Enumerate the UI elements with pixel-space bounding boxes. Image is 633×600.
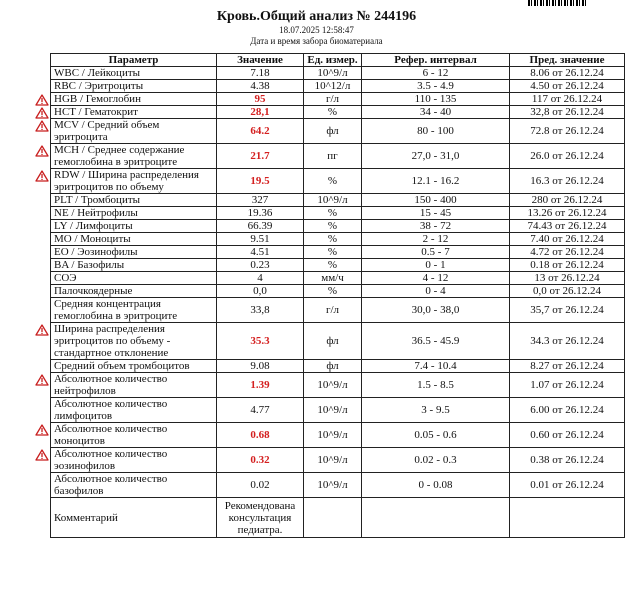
ref-cell: 0.05 - 0.6 (362, 423, 510, 448)
unit-cell: 10^9/л (304, 373, 362, 398)
unit-cell: фл (304, 119, 362, 144)
prev-cell: 117 от 26.12.24 (510, 93, 625, 106)
ref-cell: 30,0 - 38,0 (362, 298, 510, 323)
value-cell: 0.68 (217, 423, 304, 448)
comment-text: Рекомендована консультация педиатра. (217, 498, 304, 538)
unit-cell: % (304, 259, 362, 272)
ref-cell: 0 - 1 (362, 259, 510, 272)
unit-cell: г/л (304, 298, 362, 323)
ref-cell: 110 - 135 (362, 93, 510, 106)
report-title: Кровь.Общий анализ № 244196 (216, 9, 417, 24)
table-row (51, 259, 625, 272)
prev-cell: 32,8 от 26.12.24 (510, 106, 625, 119)
ref-cell: 2 - 12 (362, 233, 510, 246)
unit-cell: г/л (304, 93, 362, 106)
warning-icon (35, 120, 49, 132)
ref-cell: 36.5 - 45.9 (362, 323, 510, 360)
prev-cell: 13.26 от 26.12.24 (510, 207, 625, 220)
warning-icon (35, 324, 49, 336)
param-cell: MCV / Средний объем эритроцита (51, 119, 217, 144)
warning-icon (35, 94, 49, 106)
value-cell: 95 (217, 93, 304, 106)
table-row (51, 323, 625, 360)
prev-cell: 8.27 от 26.12.24 (510, 360, 625, 373)
prev-cell: 1.07 от 26.12.24 (510, 373, 625, 398)
value-cell: 19.36 (217, 207, 304, 220)
comment-label: Комментарий (51, 498, 217, 538)
table-row (51, 80, 625, 93)
value-cell: 1.39 (217, 373, 304, 398)
column-header-unit: Ед. измер. (304, 54, 362, 67)
ref-cell: 3 - 9.5 (362, 398, 510, 423)
value-cell: 0.23 (217, 259, 304, 272)
unit-cell: 10^9/л (304, 423, 362, 448)
warning-icon (35, 145, 49, 157)
warning-icon (35, 449, 49, 461)
param-cell: Абсолютное количество эозинофилов (51, 448, 217, 473)
value-cell: 4 (217, 272, 304, 285)
prev-cell: 0.01 от 26.12.24 (510, 473, 625, 498)
unit-cell: % (304, 285, 362, 298)
column-header-prev: Пред. значение (510, 54, 625, 67)
unit-cell: 10^12/л (304, 80, 362, 93)
empty-cell (510, 498, 625, 538)
table-row (51, 272, 625, 285)
prev-cell: 26.0 от 26.12.24 (510, 144, 625, 169)
ref-cell: 3.5 - 4.9 (362, 80, 510, 93)
value-cell: 0.32 (217, 448, 304, 473)
param-cell: PLT / Тромбоциты (51, 194, 217, 207)
param-cell: MCH / Среднее содержание гемоглобина в эритроците (51, 144, 217, 169)
table-row (51, 298, 625, 323)
collection-datetime: 18.07.2025 12:58:47 (279, 25, 354, 35)
unit-cell: 10^9/л (304, 67, 362, 80)
prev-cell: 74.43 от 26.12.24 (510, 220, 625, 233)
param-cell: Абсолютное количество моноцитов (51, 423, 217, 448)
ref-cell: 4 - 12 (362, 272, 510, 285)
ref-cell: 0.5 - 7 (362, 246, 510, 259)
empty-cell (304, 498, 362, 538)
param-cell: HCT / Гематокрит (51, 106, 217, 119)
prev-cell: 280 от 26.12.24 (510, 194, 625, 207)
prev-cell: 16.3 от 26.12.24 (510, 169, 625, 194)
column-header-param: Параметр (51, 54, 217, 67)
param-cell: Средний объем тромбоцитов (51, 360, 217, 373)
prev-cell: 0.38 от 26.12.24 (510, 448, 625, 473)
unit-cell: пг (304, 144, 362, 169)
value-cell: 9.08 (217, 360, 304, 373)
unit-cell: 10^9/л (304, 194, 362, 207)
value-cell: 33,8 (217, 298, 304, 323)
ref-cell: 0 - 0.08 (362, 473, 510, 498)
table-row (51, 360, 625, 373)
unit-cell: 10^9/л (304, 473, 362, 498)
value-cell: 0.02 (217, 473, 304, 498)
value-cell: 66.39 (217, 220, 304, 233)
param-cell: Средняя концентрация гемоглобина в эритроците (51, 298, 217, 323)
param-cell: BA / Базофилы (51, 259, 217, 272)
unit-cell: мм/ч (304, 272, 362, 285)
ref-cell: 15 - 45 (362, 207, 510, 220)
empty-cell (362, 498, 510, 538)
prev-cell: 0,0 от 26.12.24 (510, 285, 625, 298)
unit-cell: фл (304, 360, 362, 373)
table-header (51, 54, 625, 67)
warning-icon (35, 374, 49, 386)
value-cell: 4.77 (217, 398, 304, 423)
prev-cell: 72.8 от 26.12.24 (510, 119, 625, 144)
param-cell: СОЭ (51, 272, 217, 285)
ref-cell: 34 - 40 (362, 106, 510, 119)
prev-cell: 6.00 от 26.12.24 (510, 398, 625, 423)
unit-cell: 10^9/л (304, 398, 362, 423)
param-cell: Палочкоядерные (51, 285, 217, 298)
warning-icon (35, 107, 49, 119)
table-row (51, 207, 625, 220)
value-cell: 64.2 (217, 119, 304, 144)
prev-cell: 35,7 от 26.12.24 (510, 298, 625, 323)
unit-cell: фл (304, 323, 362, 360)
table-row (51, 373, 625, 398)
value-cell: 21.7 (217, 144, 304, 169)
warning-icon (35, 424, 49, 436)
value-cell: 19.5 (217, 169, 304, 194)
value-cell: 35.3 (217, 323, 304, 360)
value-cell: 28,1 (217, 106, 304, 119)
ref-cell: 38 - 72 (362, 220, 510, 233)
prev-cell: 4.72 от 26.12.24 (510, 246, 625, 259)
unit-cell: % (304, 246, 362, 259)
table-row (51, 93, 625, 106)
table-row (51, 233, 625, 246)
table-row (51, 67, 625, 80)
prev-cell: 0.18 от 26.12.24 (510, 259, 625, 272)
param-cell: LY / Лимфоциты (51, 220, 217, 233)
value-cell: 327 (217, 194, 304, 207)
ref-cell: 12.1 - 16.2 (362, 169, 510, 194)
ref-cell: 0.02 - 0.3 (362, 448, 510, 473)
results-table (50, 53, 625, 538)
barcode (528, 0, 588, 6)
param-cell: MO / Моноциты (51, 233, 217, 246)
table-row (51, 119, 625, 144)
prev-cell: 0.60 от 26.12.24 (510, 423, 625, 448)
ref-cell: 150 - 400 (362, 194, 510, 207)
param-cell: Ширина распределения эритроцитов по объему - стандартное отклонение (51, 323, 217, 360)
comment-row (51, 498, 625, 538)
value-cell: 0,0 (217, 285, 304, 298)
param-cell: EO / Эозинофилы (51, 246, 217, 259)
unit-cell: % (304, 169, 362, 194)
table-row (51, 423, 625, 448)
ref-cell: 1.5 - 8.5 (362, 373, 510, 398)
table-row (51, 246, 625, 259)
table-row (51, 473, 625, 498)
unit-cell: % (304, 106, 362, 119)
unit-cell: % (304, 220, 362, 233)
table-row (51, 220, 625, 233)
table-row (51, 194, 625, 207)
prev-cell: 34.3 от 26.12.24 (510, 323, 625, 360)
ref-cell: 0 - 4 (362, 285, 510, 298)
ref-cell: 6 - 12 (362, 67, 510, 80)
param-cell: NE / Нейтрофилы (51, 207, 217, 220)
param-cell: Абсолютное количество нейтрофилов (51, 373, 217, 398)
unit-cell: % (304, 233, 362, 246)
table-row (51, 144, 625, 169)
param-cell: Абсолютное количество базофилов (51, 473, 217, 498)
param-cell: HGB / Гемоглобин (51, 93, 217, 106)
ref-cell: 7.4 - 10.4 (362, 360, 510, 373)
warning-icon (35, 170, 49, 182)
column-header-ref: Рефер. интервал (362, 54, 510, 67)
table-row (51, 398, 625, 423)
ref-cell: 27,0 - 31,0 (362, 144, 510, 169)
table-row (51, 106, 625, 119)
value-cell: 4.38 (217, 80, 304, 93)
collection-datetime-caption: Дата и время забора биоматериала (250, 36, 383, 46)
table-row (51, 448, 625, 473)
value-cell: 9.51 (217, 233, 304, 246)
prev-cell: 4.50 от 26.12.24 (510, 80, 625, 93)
column-header-value: Значение (217, 54, 304, 67)
unit-cell: % (304, 207, 362, 220)
prev-cell: 13 от 26.12.24 (510, 272, 625, 285)
table-row (51, 169, 625, 194)
ref-cell: 80 - 100 (362, 119, 510, 144)
value-cell: 7.18 (217, 67, 304, 80)
param-cell: Абсолютное количество лимфоцитов (51, 398, 217, 423)
param-cell: RDW / Ширина распределения эритроцитов по объему (51, 169, 217, 194)
param-cell: RBC / Эритроциты (51, 80, 217, 93)
unit-cell: 10^9/л (304, 448, 362, 473)
prev-cell: 7.40 от 26.12.24 (510, 233, 625, 246)
param-cell: WBC / Лейкоциты (51, 67, 217, 80)
table-row (51, 285, 625, 298)
value-cell: 4.51 (217, 246, 304, 259)
prev-cell: 8.06 от 26.12.24 (510, 67, 625, 80)
